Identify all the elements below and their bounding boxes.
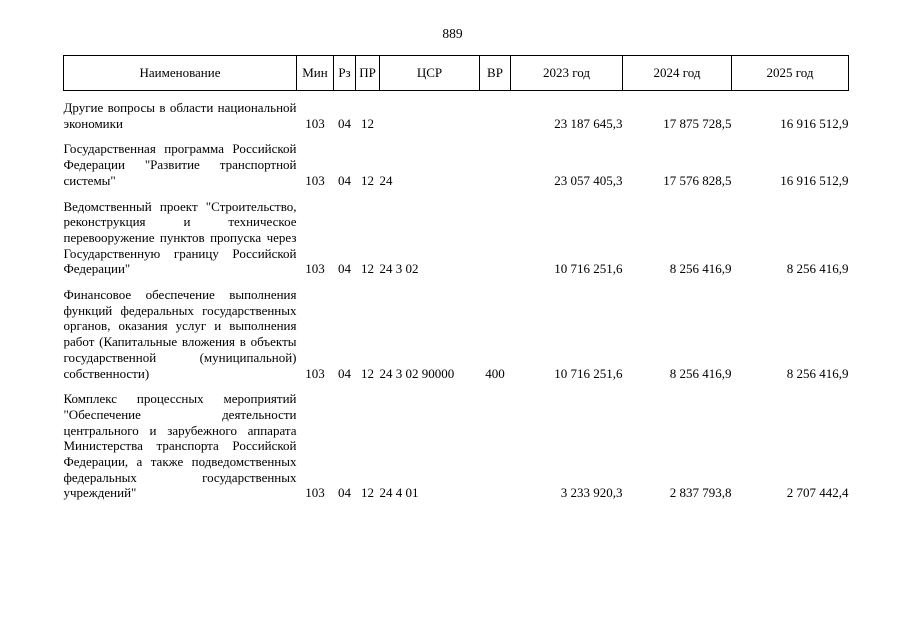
row-2024: 2 837 793,8 — [669, 485, 732, 501]
row-pr: 12 — [361, 365, 374, 381]
row-2025: 8 256 416,9 — [786, 365, 849, 381]
row-2024: 17 576 828,5 — [663, 172, 732, 188]
table-row — [64, 391, 849, 501]
row-rz: 04 — [338, 172, 351, 188]
row-vr — [480, 391, 511, 501]
row-2023: 10 716 251,6 — [554, 261, 623, 277]
row-rz: 04 — [338, 485, 351, 501]
row-2023: 3 233 920,3 — [560, 485, 623, 501]
row-pr: 12 — [361, 115, 374, 131]
row-rz: 04 — [338, 365, 351, 381]
row-2025: 8 256 416,9 — [786, 261, 849, 277]
column-header-vr: ВР — [480, 56, 511, 91]
row-2025: 16 916 512,9 — [780, 115, 849, 131]
row-name: Другие вопросы в области национальной экономики — [63, 100, 297, 131]
row-min: 103 — [305, 261, 325, 277]
row-min: 103 — [305, 172, 325, 188]
row-name: Государственная программа Российской Федерации "Развитие транспортной системы" — [63, 141, 297, 188]
table-row — [64, 199, 849, 278]
row-csr — [380, 100, 480, 131]
budget-table — [63, 55, 849, 501]
column-header-name: Наименование — [64, 56, 297, 91]
row-pr: 12 — [361, 172, 374, 188]
row-vr — [480, 100, 511, 131]
row-csr: 24 4 01 — [379, 485, 419, 501]
row-2025: 16 916 512,9 — [780, 172, 849, 188]
table-row — [64, 141, 849, 188]
column-header-2025: 2025 год — [732, 56, 849, 91]
row-min: 103 — [305, 485, 325, 501]
column-header-2023: 2023 год — [511, 56, 623, 91]
row-min: 103 — [305, 365, 325, 381]
table-row — [64, 287, 849, 381]
row-2023: 23 187 645,3 — [554, 115, 623, 131]
row-pr: 12 — [361, 261, 374, 277]
row-2023: 23 057 405,3 — [554, 172, 623, 188]
page-number: 889 — [442, 26, 463, 41]
column-header-pr: ПР — [356, 56, 380, 91]
row-csr: 24 3 02 90000 — [379, 365, 455, 381]
table-row — [64, 100, 849, 131]
column-header-csr: ЦСР — [380, 56, 480, 91]
row-2023: 10 716 251,6 — [554, 365, 623, 381]
column-header-rz: Рз — [334, 56, 356, 91]
row-min: 103 — [305, 115, 325, 131]
column-header-2024: 2024 год — [623, 56, 732, 91]
row-csr: 24 3 02 — [379, 261, 419, 277]
row-csr: 24 — [379, 172, 393, 188]
row-rz: 04 — [338, 115, 351, 131]
row-2024: 17 875 728,5 — [663, 115, 732, 131]
row-2025: 2 707 442,4 — [786, 485, 849, 501]
row-name: Ведомственный проект "Строительство, реконструкция и техническое перевооружение пунктов пропуска через Государственную границу Российской Федерации" — [63, 198, 297, 277]
row-name: Комплекс процессных мероприятий "Обеспечение деятельности центрального и зарубежного аппарата Министерства транспорта Российской Федерации, а также подведомственных федеральных государственных учреждений" — [63, 391, 297, 501]
row-vr — [480, 141, 511, 188]
row-pr: 12 — [361, 485, 374, 501]
row-2024: 8 256 416,9 — [669, 365, 732, 381]
table-header-row — [64, 56, 849, 91]
row-rz: 04 — [338, 261, 351, 277]
row-vr: 400 — [485, 365, 505, 381]
row-vr — [480, 199, 511, 278]
column-header-min: Мин — [297, 56, 334, 91]
row-2024: 8 256 416,9 — [669, 261, 732, 277]
row-name: Финансовое обеспечение выполнения функций федеральных государственных органов, оказания услуг и выполнения работ (Капитальные вложения в объекты государственной (муниципальной) собственности) — [63, 287, 297, 381]
